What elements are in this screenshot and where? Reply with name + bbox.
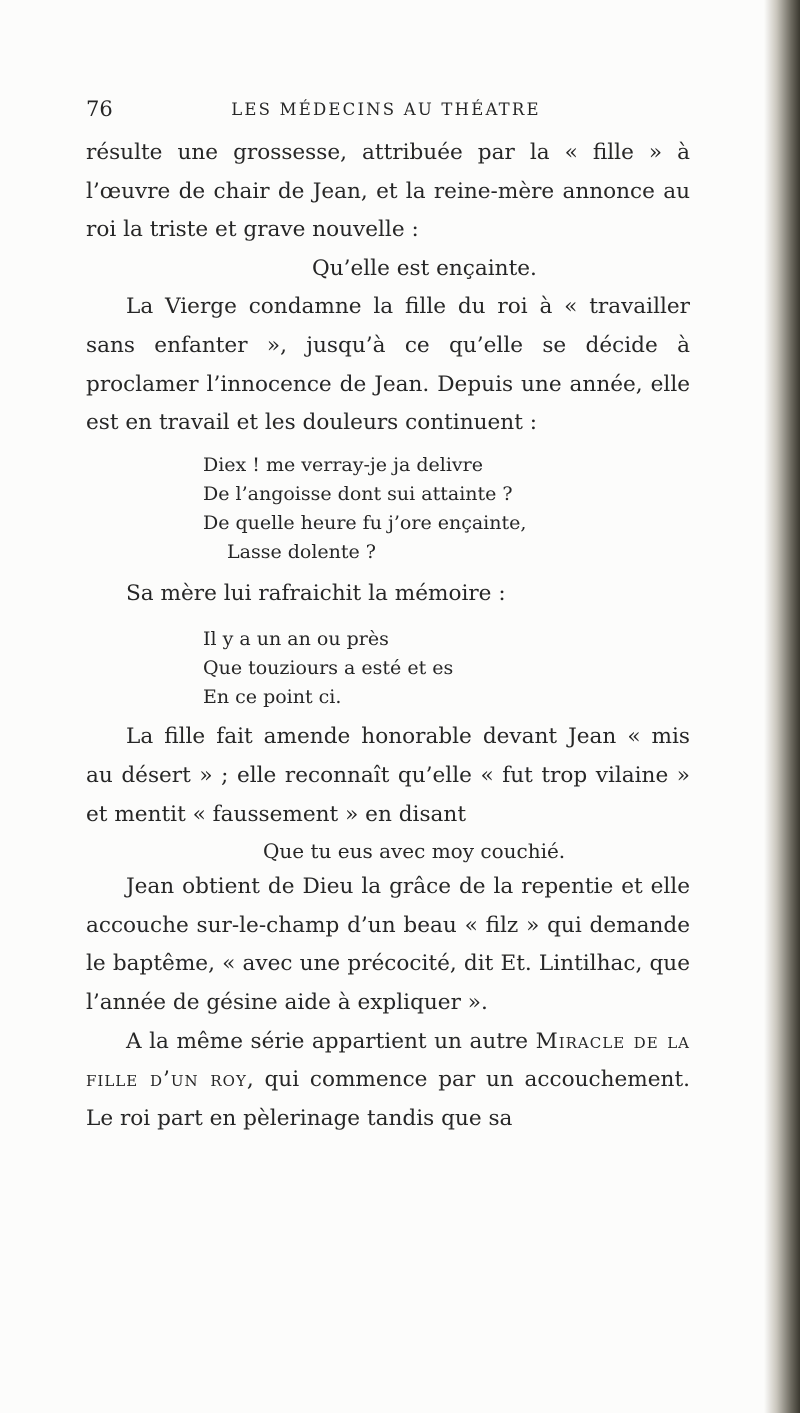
paragraph-4: La fille fait amende honorable devant Jean « mis au désert » ; elle reconnaît qu’elle « fut trop vilaine » et mentit « faussement » en disant	[86, 724, 690, 827]
verse-line: En ce point ci.	[203, 686, 342, 709]
paragraph-6	[86, 1023, 690, 1139]
verse-line: De l’angoisse dont sui attainte ?	[203, 482, 513, 505]
paragraph-6-end: , qui commence par un accouchement. Le roi part en pèlerinage tandis que sa	[86, 1067, 690, 1131]
verse-line: Que touziours a esté et es	[203, 657, 454, 680]
verse-block-1	[86, 443, 690, 575]
verse-block-2	[86, 613, 690, 718]
page-header	[86, 97, 686, 131]
paragraph-3: Sa mère lui rafraichit la mémoire :	[126, 580, 506, 606]
verse-line: Il y a un an ou près	[203, 628, 389, 651]
quote-line-2: Que tu eus avec moy couchié.	[263, 839, 566, 864]
paragraph-5: Jean obtient de Dieu la grâce de la repentie et elle accouche sur-le-champ d’un beau « filz » qui demande le baptême, « avec une précocité, dit Et. Lintilhac, que l’année de gésine aide à expliquer ».	[86, 874, 690, 1015]
page-edge-shadow	[764, 0, 800, 1413]
verse-line: De quelle heure fu j’ore ençainte,	[203, 511, 527, 534]
body-text	[86, 134, 690, 1138]
page-number: 76	[86, 97, 113, 121]
running-title: LES MÉDECINS AU THÉATRE	[231, 100, 541, 119]
quote-line-1: Qu’elle est ençainte.	[312, 255, 537, 281]
work-title-smallcaps: Miracle de la fille d’un roy	[86, 1028, 690, 1093]
paragraph-1: résulte une grossesse, attribuée par la « fille » à l’œuvre de chair de Jean, et la reine-mère annonce au roi la triste et grave nouvelle :	[86, 140, 690, 243]
paragraph-2: La Vierge condamne la fille du roi à « travailler sans enfanter », jusqu’à ce qu’elle se décide à proclamer l’innocence de Jean. Depuis une année, elle est en travail et les douleurs continuent :	[86, 294, 690, 436]
verse-line: Diex ! me verray-je ja delivre	[203, 453, 483, 476]
paragraph-6-start: A la même série appartient un autre	[126, 1028, 536, 1054]
verse-line: Lasse dolente ?	[227, 540, 376, 563]
